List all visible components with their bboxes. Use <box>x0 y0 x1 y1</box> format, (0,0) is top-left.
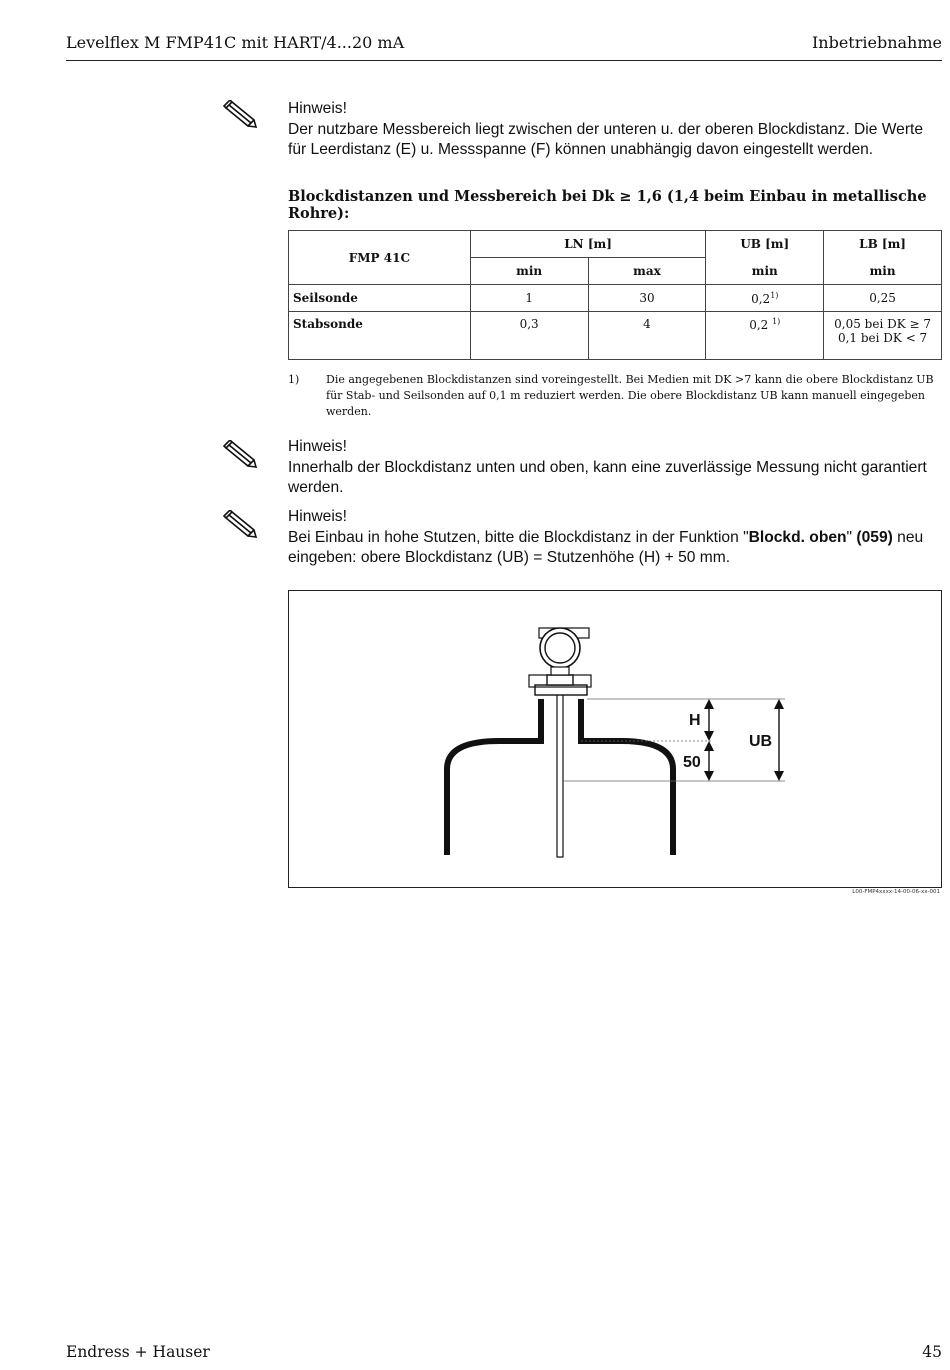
footnote-text: Die angegebenen Blockdistanzen sind voreingestellt. Bei Medien mit DK >7 kann die obere Blockdistanz UB für Stab- und Seilsonden auf 0,1 m reduziert werden. Die obere Blockdistanz UB kann manuell eingegeben werden. <box>326 373 934 418</box>
housing-neck <box>547 675 573 685</box>
note-text <box>288 528 942 569</box>
note-text-part: " <box>846 528 857 546</box>
table-cell-name: Stabsonde <box>289 312 471 360</box>
header-section-title: Inbetriebnahme <box>811 33 942 52</box>
tank-nozzle-diagram <box>289 591 941 887</box>
label-h: H <box>689 712 701 729</box>
table-cell-name: Seilsonde <box>289 285 471 312</box>
note-title: Hinweis! <box>288 508 347 525</box>
table-sub-min: min <box>824 258 942 285</box>
footer-page-number: 45 <box>922 1343 942 1361</box>
footnote-ref: 1) <box>770 290 779 300</box>
tank-wall-left <box>447 699 541 855</box>
note-title: Hinweis! <box>288 438 347 455</box>
table-cell-ln-max: 30 <box>588 285 706 312</box>
label-ub: UB <box>749 733 773 750</box>
table-head-lb: LB [m] <box>824 231 942 258</box>
table-sub-min: min <box>706 258 824 285</box>
footnote-ref: 1) <box>772 317 781 326</box>
footer-company: Endress + Hauser <box>66 1343 210 1361</box>
lb-value-line: 0,05 bei DK ≥ 7 <box>834 317 932 331</box>
table-row <box>289 312 942 360</box>
lb-value-line: 0,1 bei DK < 7 <box>837 331 928 345</box>
ub-value: 0,2 <box>751 291 771 306</box>
pencil-icon <box>222 100 258 128</box>
table-row <box>289 285 942 312</box>
housing-body <box>540 628 580 668</box>
footnote-mark: 1) <box>288 373 300 386</box>
table-title: Blockdistanzen und Messbereich bei Dk ≥ 1,6 (1,4 beim Einbau in metallische Rohre): <box>288 188 927 222</box>
note-1 <box>288 99 942 161</box>
function-code: (059) <box>856 528 893 546</box>
table-cell-ln-min: 1 <box>470 285 588 312</box>
pencil-icon <box>222 440 258 468</box>
probe-rod <box>557 689 563 857</box>
table-cell-ln-min: 0,3 <box>470 312 588 360</box>
note-text-part: neu eingeben: obere Blockdistanz (UB) = Stutzenhöhe (H) + 50 mm. <box>288 528 924 566</box>
table-head-ub: UB [m] <box>706 231 824 258</box>
header-rule <box>66 60 942 61</box>
note-2 <box>288 437 942 499</box>
note-text-part: Bei Einbau in hohe Stutzen, bitte die Blockdistanz in der Funktion " <box>288 528 749 546</box>
ub-value: 0,2 <box>749 318 773 332</box>
tank-wall-right <box>581 699 673 855</box>
installation-figure <box>288 590 942 888</box>
note-text: Der nutzbare Messbereich liegt zwischen der unteren u. der oberen Blockdistanz. Die Werte für Leerdistanz (E) u. Messspanne (F) können unabhängig davon eingestellt werden. <box>288 120 924 158</box>
table-sub-max: max <box>588 258 706 285</box>
table-cell-lb-min <box>824 312 942 360</box>
block-distance-table <box>288 230 942 360</box>
table-head-ln: LN [m] <box>470 231 706 258</box>
note-text: Innerhalb der Blockdistanz unten und oben, kann eine zuverlässige Messung nicht garantiert werden. <box>288 458 927 496</box>
housing-base <box>551 667 569 675</box>
table-cell-ln-max: 4 <box>588 312 706 360</box>
table-cell-lb-min: 0,25 <box>824 285 942 312</box>
pencil-icon <box>222 510 258 538</box>
label-50: 50 <box>683 754 701 771</box>
table-cell-ub-min <box>706 312 824 360</box>
function-name: Blockd. oben <box>748 528 847 546</box>
table-cell-ub-min <box>706 285 824 312</box>
figure-id: L00-FMP4xxxx-14-00-06-xx-001 <box>852 889 940 895</box>
note-title: Hinweis! <box>288 100 347 117</box>
table-sub-min: min <box>470 258 588 285</box>
header-document-title: Levelflex M FMP41C mit HART/4...20 mA <box>66 33 405 52</box>
table-head-device: FMP 41C <box>289 231 471 285</box>
note-3 <box>288 507 942 569</box>
